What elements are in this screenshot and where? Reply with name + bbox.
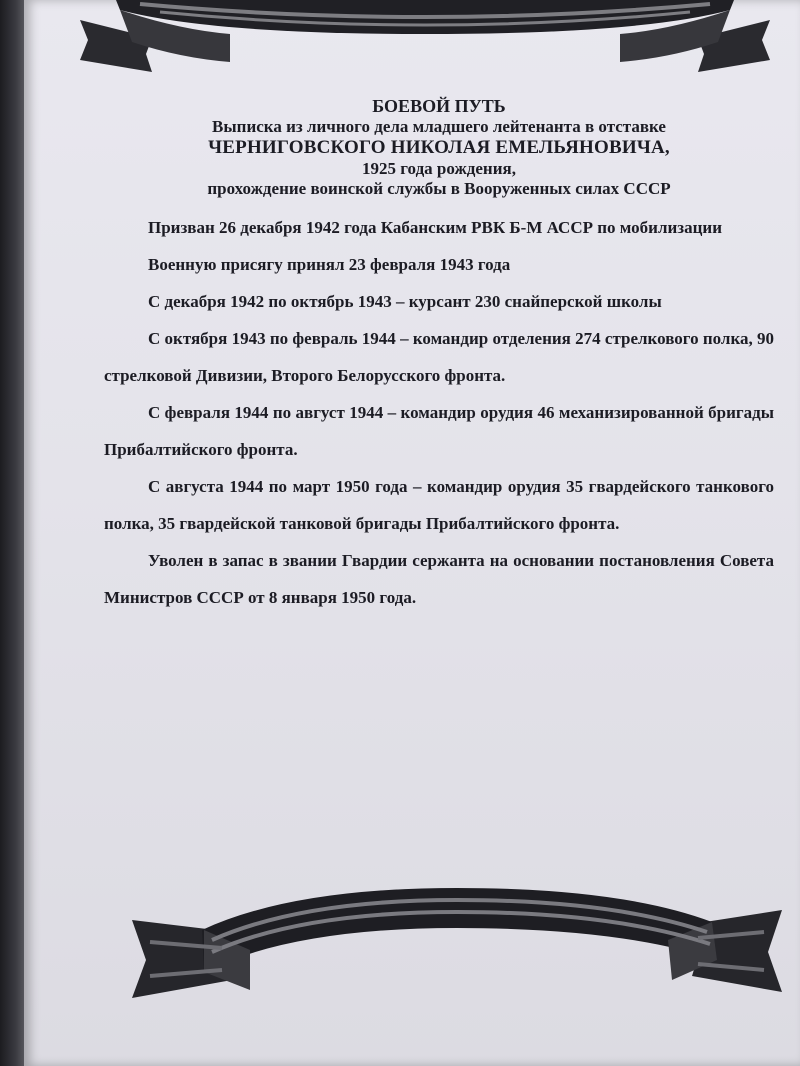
paragraph-oath: Военную присягу принял 23 февраля 1943 года: [148, 255, 511, 274]
paragraph-tank-regiment: С августа 1944 по март 1950 года – командир орудия 35 гвардейского танкового полка, 35 гвардейской танковой бригады Прибалтийского фронта.: [104, 477, 774, 533]
person-name: ЧЕРНИГОВСКОГО НИКОЛАЯ ЕМЕЛЬЯНОВИЧА,: [208, 137, 670, 158]
paragraph-conscription: Призван 26 декабря 1942 года Кабанским РВК Б-М АССР по мобилизации: [148, 218, 722, 237]
document-sheet: [24, 0, 800, 1066]
service-line: прохождение воинской службы в Вооруженных силах СССР: [207, 179, 671, 198]
document-body: [104, 90, 774, 616]
document-title: БОЕВОЙ ПУТЬ: [372, 96, 506, 116]
binder-edge: [0, 0, 26, 1066]
paragraph-rifle-regiment: С октября 1943 по февраль 1944 – командир отделения 274 стрелкового полка, 90 стрелковой Дивизии, Второго Белорусского фронта.: [104, 329, 774, 385]
paragraph-mechanized-brigade: С февраля 1944 по август 1944 – командир орудия 46 механизированной бригады Прибалтийского фронта.: [104, 403, 774, 459]
paragraph-discharge: Уволен в запас в звании Гвардии сержанта на основании постановления Совета Министров СССР от 8 января 1950 года.: [104, 551, 774, 607]
ribbon-bottom-icon: [132, 880, 782, 1015]
ribbon-top-icon: [80, 0, 770, 82]
paragraph-sniper-school: С декабря 1942 по октябрь 1943 – курсант 230 снайперской школы: [148, 292, 662, 311]
document-subtitle: Выписка из личного дела младшего лейтенанта в отставке: [212, 117, 666, 136]
birth-year: 1925 года рождения,: [362, 159, 516, 178]
